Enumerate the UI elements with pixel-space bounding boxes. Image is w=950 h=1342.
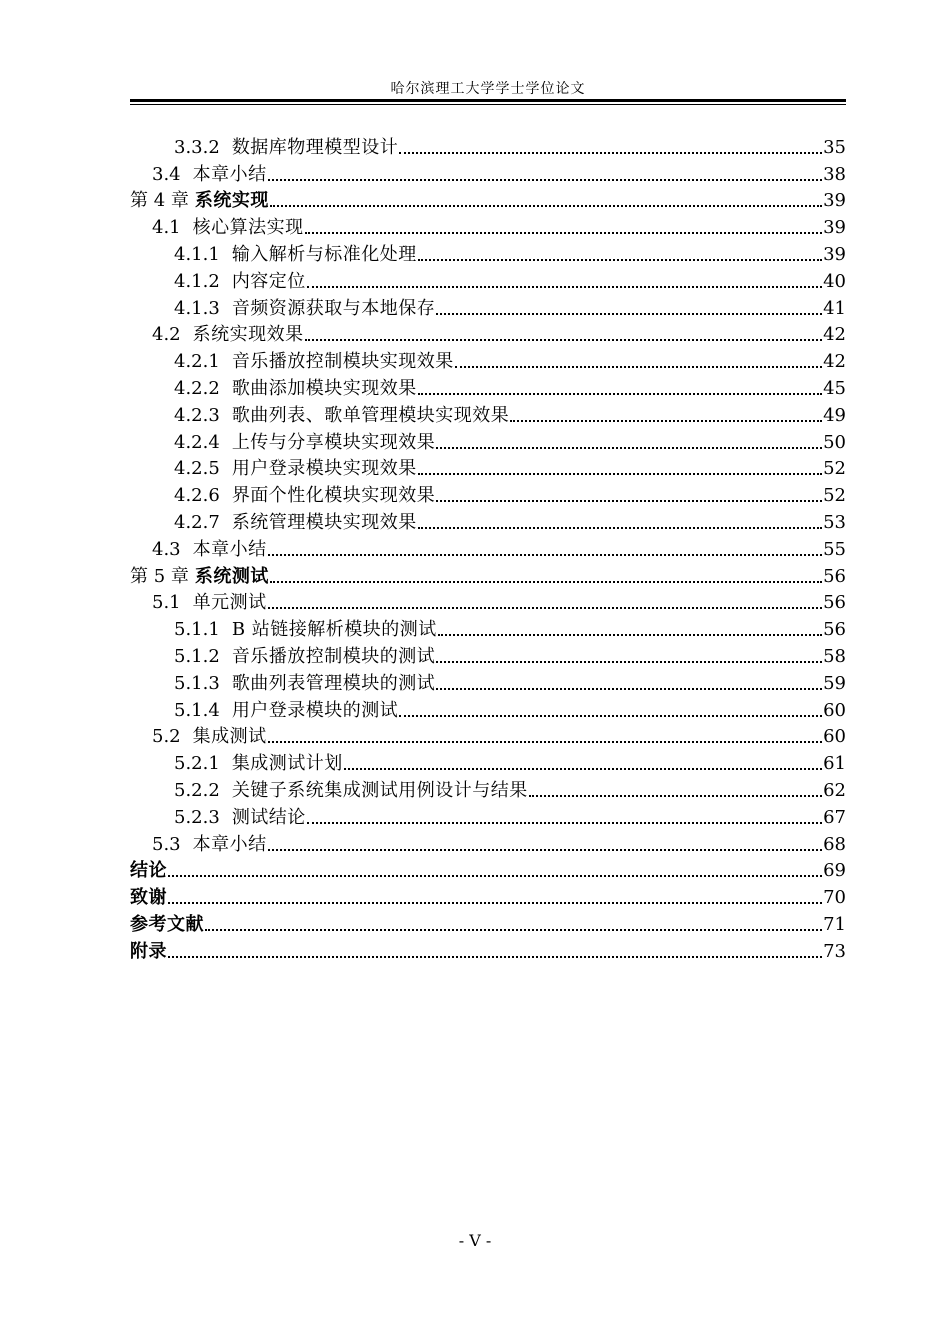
toc-dot-leader	[399, 715, 822, 717]
toc-dot-leader	[268, 179, 822, 181]
toc-dot-leader	[270, 205, 822, 207]
toc-entry	[130, 803, 846, 830]
toc-entry-page: 59	[823, 672, 846, 694]
toc-dot-leader	[436, 661, 822, 663]
toc-entry-number: 4.2.7	[174, 511, 220, 533]
toc-entry	[130, 481, 846, 508]
toc-entry-number: 3.4	[152, 163, 181, 185]
toc-dot-leader	[168, 875, 822, 877]
toc-entry-number: 5.2.1	[174, 753, 220, 775]
toc-entry-page: 67	[823, 806, 846, 828]
toc-dot-leader	[436, 500, 822, 502]
toc-dot-leader	[268, 607, 822, 609]
toc-entry-title: 附录	[130, 940, 167, 962]
toc-dot-leader	[529, 795, 822, 797]
toc-entry-page: 39	[823, 190, 846, 212]
toc-entry-title: 数据库物理模型设计	[231, 136, 399, 158]
toc-entry-page: 45	[823, 377, 846, 399]
toc-entry-title: 参考文献	[130, 913, 204, 935]
toc-entry-number: 第 4 章	[130, 190, 189, 212]
toc-entry-title: 本章小结	[192, 538, 267, 560]
toc-entry-number: 5.1	[152, 592, 181, 614]
toc-entry-title: 上传与分享模块实现效果	[231, 431, 436, 453]
toc-dot-leader	[307, 822, 822, 824]
toc-entry-number: 4.2.2	[174, 377, 220, 399]
toc-entry-title: 关键子系统集成测试用例设计与结果	[231, 779, 528, 801]
toc-entry-title: 本章小结	[192, 163, 267, 185]
toc-entry-title: 本章小结	[192, 833, 267, 855]
toc-dot-leader	[438, 634, 822, 636]
toc-entry-page: 39	[823, 243, 846, 265]
toc-entry-page: 71	[823, 913, 846, 935]
toc-entry-page: 68	[823, 833, 846, 855]
toc-entry-number: 5.3	[152, 833, 181, 855]
toc-entry-title: 测试结论	[231, 806, 306, 828]
toc-dot-leader	[399, 152, 822, 154]
toc-entry-page: 40	[823, 270, 846, 292]
toc-entry-page: 55	[823, 538, 846, 560]
toc-entry	[130, 133, 846, 160]
toc-entry-number: 4.1.1	[174, 243, 220, 265]
toc-dot-leader	[168, 902, 822, 904]
toc-entry-number: 5.2	[152, 726, 181, 748]
toc-entry-number: 4.2.1	[174, 351, 220, 373]
toc-entry	[130, 240, 846, 267]
toc-entry	[130, 401, 846, 428]
toc-entry-page: 42	[823, 324, 846, 346]
toc-entry-title: 单元测试	[192, 592, 267, 614]
toc-dot-leader	[270, 581, 822, 583]
toc-entry	[130, 294, 846, 321]
toc-dot-leader	[268, 554, 822, 556]
toc-entry	[130, 857, 846, 884]
toc-entry-page: 52	[823, 458, 846, 480]
toc-entry-page: 60	[823, 699, 846, 721]
toc-entry-title: 音乐播放控制模块的测试	[231, 645, 436, 667]
toc-dot-leader	[305, 339, 822, 341]
toc-dot-leader	[305, 232, 822, 234]
toc-entry-page: 53	[823, 511, 846, 533]
header-rule-thin	[130, 104, 846, 105]
header-rule-thick	[130, 99, 846, 102]
toc-entry-title: 集成测试	[192, 726, 267, 748]
toc-entry	[130, 615, 846, 642]
toc-entry-title: 系统实现	[194, 190, 269, 212]
toc-entry-number: 5.1.2	[174, 645, 220, 667]
toc-entry-page: 49	[823, 404, 846, 426]
toc-entry	[130, 428, 846, 455]
toc-entry-number: 4.2.3	[174, 404, 220, 426]
toc-entry-title: 系统实现效果	[192, 324, 304, 346]
toc-entry-number: 4.1.3	[174, 297, 220, 319]
toc-entry-number: 4.2.5	[174, 458, 220, 480]
toc-entry-number: 5.1.1	[174, 619, 220, 641]
toc-entry-number: 5.2.2	[174, 779, 220, 801]
table-of-contents	[130, 133, 846, 964]
toc-entry	[130, 910, 846, 937]
toc-entry-title: 歌曲列表、歌单管理模块实现效果	[231, 404, 510, 426]
toc-entry	[130, 589, 846, 616]
toc-entry-page: 62	[823, 779, 846, 801]
toc-entry	[130, 267, 846, 294]
toc-entry	[130, 830, 846, 857]
toc-entry	[130, 187, 846, 214]
toc-entry-number: 4.2.4	[174, 431, 220, 453]
toc-dot-leader	[436, 447, 822, 449]
toc-entry	[130, 160, 846, 187]
toc-entry-page: 42	[823, 351, 846, 373]
toc-entry-number: 3.3.2	[174, 136, 220, 158]
toc-entry-title: 用户登录模块实现效果	[231, 458, 417, 480]
toc-entry-title: 核心算法实现	[192, 217, 304, 239]
toc-entry-title: 音频资源获取与本地保存	[231, 297, 436, 319]
toc-entry-page: 39	[823, 217, 846, 239]
toc-entry-title: B 站链接解析模块的测试	[231, 619, 437, 641]
toc-entry-title: 系统测试	[194, 565, 269, 587]
toc-dot-leader	[268, 849, 822, 851]
toc-entry-number: 5.1.4	[174, 699, 220, 721]
toc-entry	[130, 749, 846, 776]
toc-entry-page: 73	[823, 940, 846, 962]
toc-entry-title: 集成测试计划	[231, 753, 343, 775]
toc-dot-leader	[344, 768, 822, 770]
toc-entry-number: 4.2	[152, 324, 181, 346]
toc-entry-title: 歌曲添加模块实现效果	[231, 377, 417, 399]
toc-dot-leader	[418, 527, 822, 529]
toc-entry-number: 4.2.6	[174, 485, 220, 507]
toc-entry-number: 4.1	[152, 217, 181, 239]
toc-dot-leader	[418, 393, 822, 395]
toc-entry-page: 52	[823, 485, 846, 507]
toc-dot-leader	[168, 956, 822, 958]
toc-entry	[130, 937, 846, 964]
toc-entry-page: 50	[823, 431, 846, 453]
toc-entry-page: 58	[823, 645, 846, 667]
page-number: - V -	[458, 1231, 492, 1250]
toc-entry	[130, 455, 846, 482]
toc-entry-page: 56	[823, 565, 846, 587]
toc-entry-number: 5.2.3	[174, 806, 220, 828]
toc-entry-page: 41	[823, 297, 846, 319]
toc-entry	[130, 321, 846, 348]
toc-entry-title: 歌曲列表管理模块的测试	[231, 672, 436, 694]
toc-entry-page: 60	[823, 726, 846, 748]
toc-dot-leader	[418, 473, 822, 475]
toc-entry	[130, 213, 846, 240]
toc-dot-leader	[205, 929, 822, 931]
toc-entry-title: 输入解析与标准化处理	[231, 243, 417, 265]
toc-dot-leader	[510, 420, 822, 422]
toc-entry-page: 69	[823, 860, 846, 882]
toc-entry	[130, 723, 846, 750]
toc-entry-number: 5.1.3	[174, 672, 220, 694]
toc-entry	[130, 776, 846, 803]
toc-dot-leader	[436, 313, 822, 315]
toc-entry-title: 内容定位	[231, 270, 306, 292]
running-header: 哈尔滨理工大学学士学位论文	[390, 81, 586, 97]
toc-entry-title: 结论	[130, 860, 167, 882]
toc-entry	[130, 562, 846, 589]
toc-entry-title: 界面个性化模块实现效果	[231, 485, 436, 507]
toc-entry-page: 61	[823, 753, 846, 775]
toc-dot-leader	[307, 286, 822, 288]
toc-entry-page: 35	[823, 136, 846, 158]
toc-entry-page: 56	[823, 619, 846, 641]
toc-dot-leader	[436, 688, 822, 690]
toc-dot-leader	[268, 741, 822, 743]
toc-dot-leader	[455, 366, 822, 368]
toc-entry-number: 4.3	[152, 538, 181, 560]
toc-entry	[130, 883, 846, 910]
toc-entry-page: 70	[823, 887, 846, 909]
toc-entry-title: 用户登录模块的测试	[231, 699, 399, 721]
toc-entry	[130, 696, 846, 723]
toc-entry	[130, 535, 846, 562]
toc-entry-number: 第 5 章	[130, 565, 189, 587]
toc-entry	[130, 347, 846, 374]
toc-entry	[130, 669, 846, 696]
toc-entry-number: 4.1.2	[174, 270, 220, 292]
toc-entry-title: 音乐播放控制模块实现效果	[231, 351, 454, 373]
toc-entry-page: 56	[823, 592, 846, 614]
toc-entry-title: 致谢	[130, 887, 167, 909]
toc-entry-page: 38	[823, 163, 846, 185]
toc-entry-title: 系统管理模块实现效果	[231, 511, 417, 533]
toc-entry	[130, 508, 846, 535]
toc-entry	[130, 642, 846, 669]
toc-entry	[130, 374, 846, 401]
toc-dot-leader	[418, 259, 822, 261]
